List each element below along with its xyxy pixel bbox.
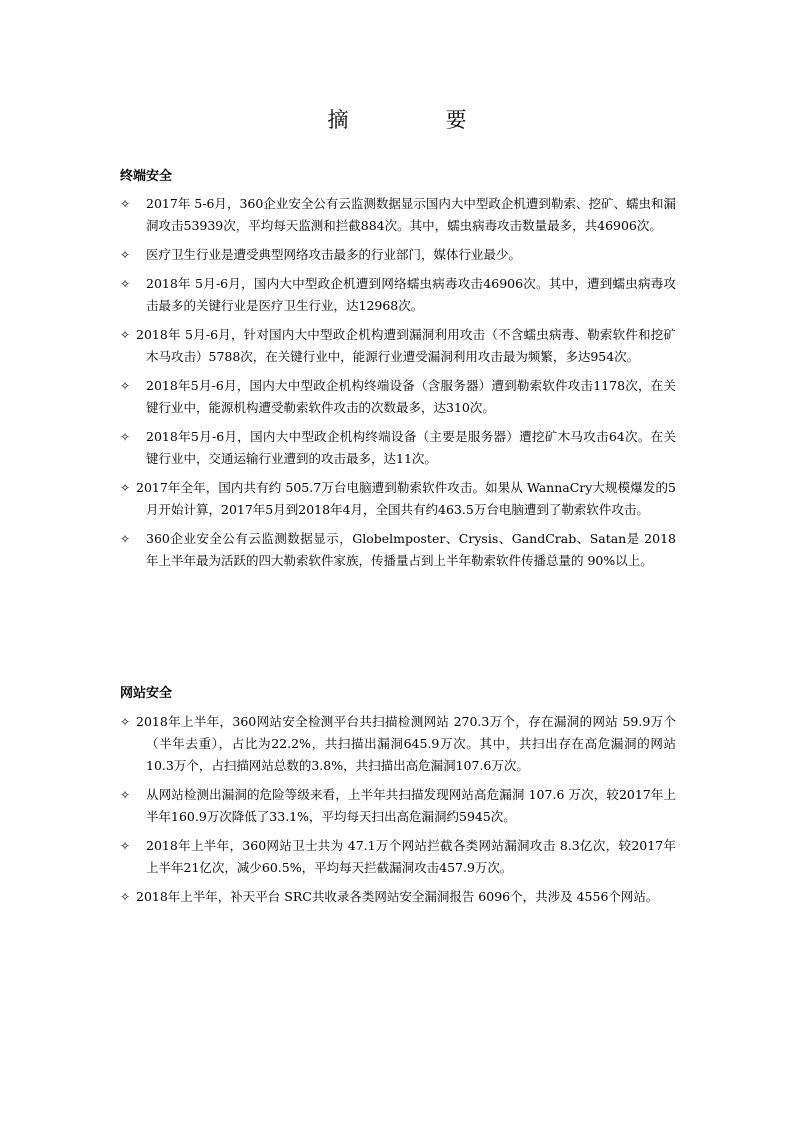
list-item — [120, 273, 676, 317]
list-item — [120, 784, 676, 828]
list-item-text: 从网站检测出漏洞的危险等级来看，上半年共扫描发现网站高危漏洞 107.6 万次，较2017年上半年160.9万次降低了33.1%，平均每天扫出高危漏洞约5945次。 — [146, 787, 676, 824]
diamond-bullet-icon: ✧ — [120, 890, 131, 904]
list-item — [120, 711, 676, 777]
diamond-bullet-icon: ✧ — [120, 197, 131, 211]
list-item — [120, 886, 676, 908]
list-item — [120, 477, 676, 521]
list-item-text: 360企业安全公有云监测数据显示，Globelmposter、Crysis、GandCrab、Satan是 2018年上半年最为活跃的四大勒索软件家族，传播量占到上半年勒索软件传播总量的 90%以上。 — [146, 531, 676, 568]
website-security-list — [120, 711, 676, 908]
list-item — [120, 375, 676, 419]
list-item — [120, 244, 676, 266]
diamond-bullet-icon: ✧ — [120, 328, 131, 342]
list-item-text: 2018年 5月-6月，国内大中型政企机遭到网络蠕虫病毒攻击46906次。其中，遭到蠕虫病毒攻击最多的关键行业是医疗卫生行业，达12968次。 — [146, 276, 676, 313]
list-item-text: 2018年上半年，补天平台 SRC共收录各类网站安全漏洞报告 6096个，共涉及 4556个网站。 — [136, 889, 659, 904]
diamond-bullet-icon: ✧ — [120, 839, 131, 853]
list-item — [120, 426, 676, 470]
list-item — [120, 528, 676, 572]
list-item — [120, 193, 676, 237]
diamond-bullet-icon: ✧ — [120, 248, 131, 262]
page-title: 摘 要 — [327, 108, 505, 132]
diamond-bullet-icon: ✧ — [120, 481, 131, 495]
list-item-text: 2018年5月-6月，国内大中型政企机构终端设备（含服务器）遭到勒索软件攻击1178次，在关键行业中，能源机构遭受勒索软件攻击的次数最多，达310次。 — [146, 378, 676, 415]
list-item-text: 2018年5月-6月，国内大中型政企机构终端设备（主要是服务器）遭挖矿木马攻击64次。在关键行业中，交通运输行业遭到的攻击最多，达11次。 — [146, 429, 676, 466]
section-heading-terminal-security: 终端安全 — [120, 169, 173, 184]
list-item-text: 医疗卫生行业是遭受典型网络攻击最多的行业部门，媒体行业最少。 — [146, 247, 522, 262]
list-item — [120, 835, 676, 879]
list-item-text: 2018年上半年，360网站安全检测平台共扫描检测网站 270.3万个，存在漏洞的网站 59.9万个（半年去重），占比为22.2%，共扫描出漏洞645.9万次。其中，共扫出存在高危漏洞的网站10.3万个，占扫描网站总数的3.8%，共扫描出高危漏洞107.6万次。 — [136, 714, 676, 773]
section-heading-website-security: 网站安全 — [120, 686, 173, 701]
list-item-text: 2018年 5月-6月，针对国内大中型政企机构遭到漏洞利用攻击（不含蠕虫病毒、勒索软件和挖矿木马攻击）5788次，在关键行业中，能源行业遭受漏洞利用攻击最为频繁，多达954次。 — [136, 327, 676, 364]
diamond-bullet-icon: ✧ — [120, 532, 131, 546]
diamond-bullet-icon: ✧ — [120, 788, 131, 802]
diamond-bullet-icon: ✧ — [120, 430, 131, 444]
list-item-text: 2017年全年，国内共有约 505.7万台电脑遭到勒索软件攻击。如果从 WannaCry大规模爆发的5月开始计算，2017年5月到2018年4月，全国共有约463.5万台电脑遭到了勒索软件攻击。 — [136, 480, 676, 517]
terminal-security-list — [120, 193, 676, 572]
list-item-text: 2018年上半年，360网站卫士共为 47.1万个网站拦截各类网站漏洞攻击 8.3亿次，较2017年上半年21亿次，减少60.5%，平均每天拦截漏洞攻击457.9万次。 — [146, 838, 676, 875]
diamond-bullet-icon: ✧ — [120, 277, 131, 291]
list-item-text: 2017年 5-6月，360企业安全公有云监测数据显示国内大中型政企机遭到勒索、挖矿、蠕虫和漏洞攻击53939次，平均每天监测和拦截884次。其中，蠕虫病毒攻击数量最多，共46906次。 — [146, 196, 676, 233]
list-item — [120, 324, 676, 368]
diamond-bullet-icon: ✧ — [120, 379, 131, 393]
diamond-bullet-icon: ✧ — [120, 715, 131, 729]
